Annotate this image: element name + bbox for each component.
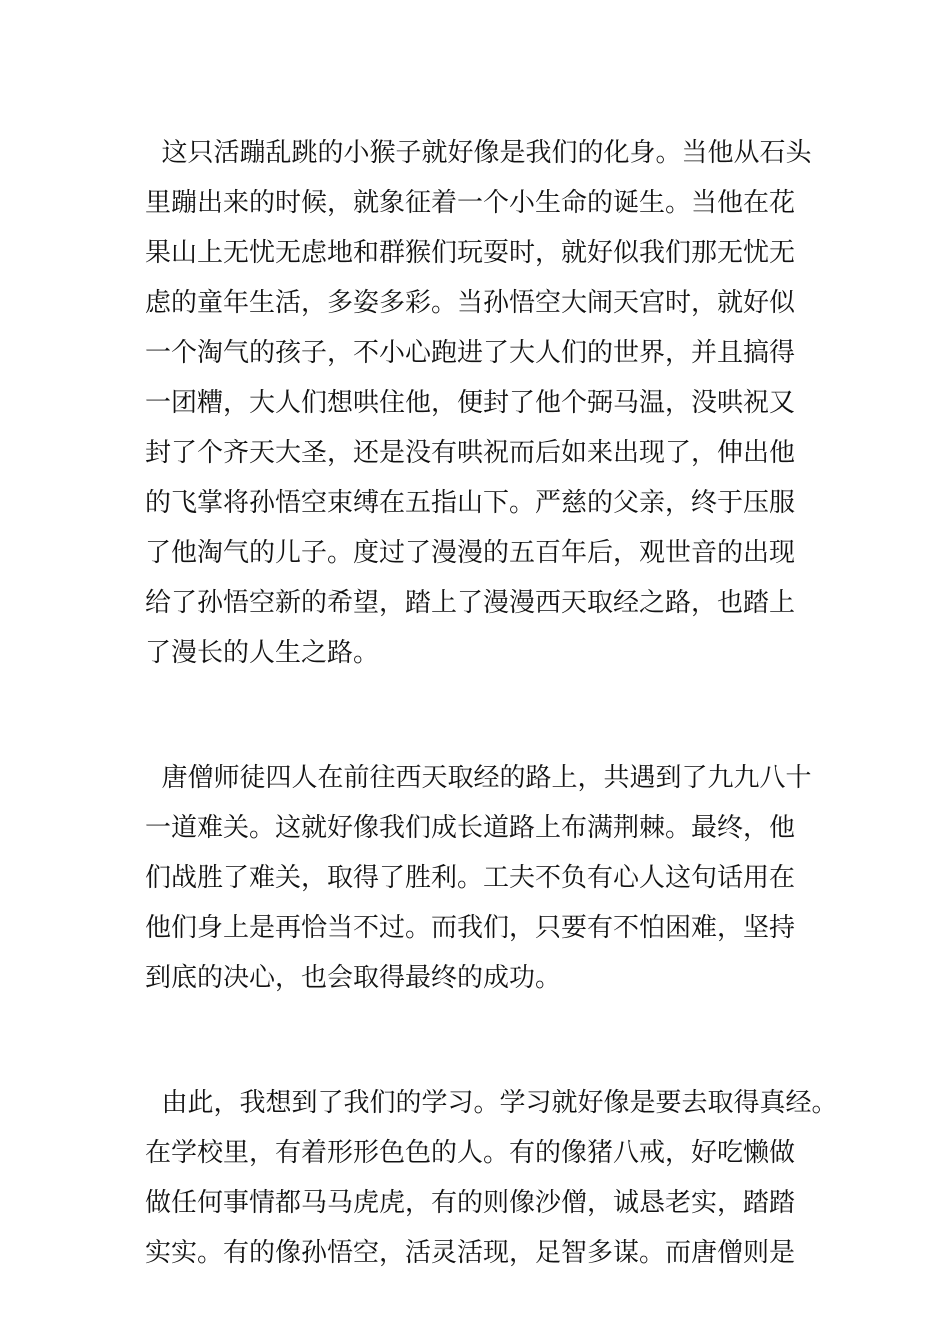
text-line: 这只活蹦乱跳的小猴子就好像是我们的化身。当他从石头	[145, 138, 812, 168]
text-line: 到底的决心，也会取得最终的成功。	[145, 963, 562, 993]
text-line: 一道难关。这就好像我们成长道路上布满荆棘。最终，他	[145, 813, 796, 843]
text-line: 一团糟，大人们想哄住他，便封了他个弼马温，没哄祝又	[145, 388, 796, 418]
text-line: 做任何事情都马马虎虎，有的则像沙僧，诚恳老实，踏踏	[145, 1188, 796, 1218]
text-line: 在学校里，有着形形色色的人。有的像猪八戒，好吃懒做	[145, 1138, 796, 1168]
text-line: 的飞掌将孙悟空束缚在五指山下。严慈的父亲，终于压服	[145, 488, 796, 518]
text-line: 由此，我想到了我们的学习。学习就好像是要去取得真经。	[145, 1088, 838, 1118]
paragraph-spacer	[145, 678, 825, 753]
text-line: 了他淘气的儿子。度过了漫漫的五百年后，观世音的出现	[145, 538, 796, 568]
text-line: 一个淘气的孩子，不小心跑进了大人们的世界，并且搞得	[145, 338, 796, 368]
text-line: 他们身上是再恰当不过。而我们，只要有不怕困难，坚持	[145, 913, 796, 943]
text-line: 虑的童年生活，多姿多彩。当孙悟空大闹天宫时，就好似	[145, 288, 796, 318]
text-line: 果山上无忧无虑地和群猴们玩耍时，就好似我们那无忧无	[145, 238, 796, 268]
text-line: 们战胜了难关，取得了胜利。工夫不负有心人这句话用在	[145, 863, 796, 893]
text-line: 封了个齐天大圣，还是没有哄祝而后如来出现了，伸出他	[145, 438, 796, 468]
document-body	[145, 128, 838, 1278]
paragraph-2	[145, 753, 825, 1003]
text-line: 实实。有的像孙悟空，活灵活现，足智多谋。而唐僧则是	[145, 1238, 796, 1268]
text-line: 里蹦出来的时候，就象征着一个小生命的诞生。当他在花	[145, 188, 796, 218]
text-line: 唐僧师徒四人在前往西天取经的路上，共遇到了九九八十	[145, 763, 812, 793]
paragraph-1	[145, 128, 825, 678]
text-line: 给了孙悟空新的希望，踏上了漫漫西天取经之路，也踏上	[145, 588, 796, 618]
text-line: 了漫长的人生之路。	[145, 638, 380, 668]
paragraph-spacer	[145, 1003, 825, 1078]
paragraph-3	[145, 1078, 838, 1278]
